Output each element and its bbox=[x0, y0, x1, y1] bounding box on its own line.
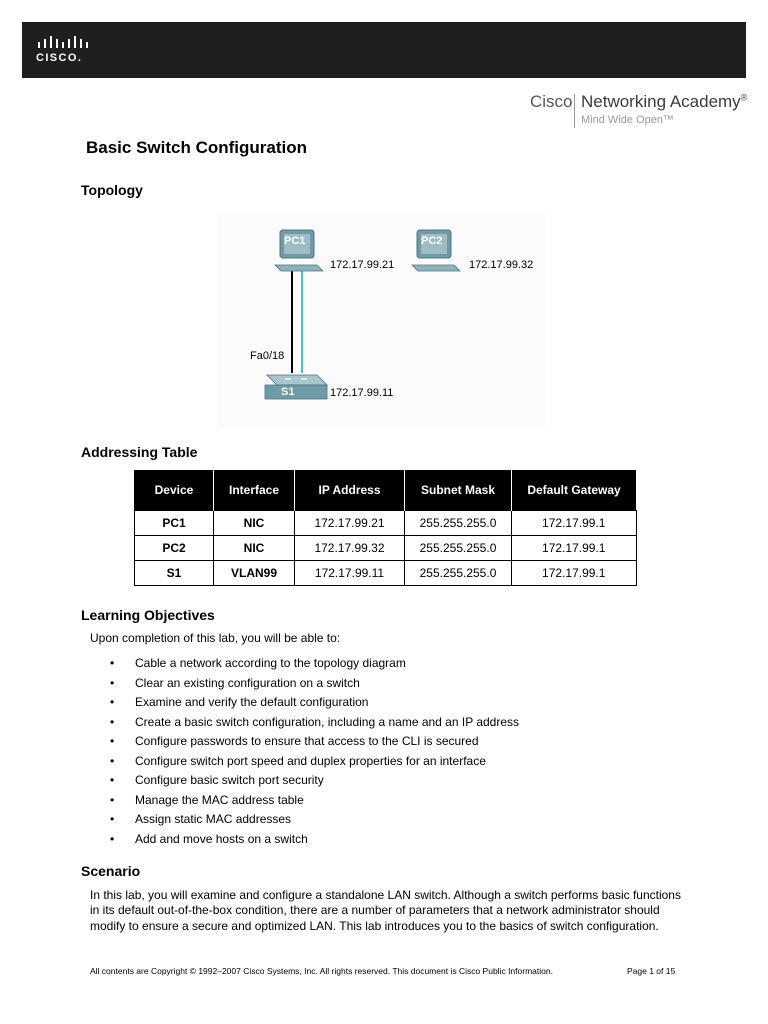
objectives-list bbox=[110, 654, 519, 849]
bullet-icon: • bbox=[110, 831, 115, 846]
table-row bbox=[135, 561, 637, 586]
column-header: Interface bbox=[214, 470, 295, 511]
list-item bbox=[110, 752, 519, 772]
brand-tagline: Mind Wide Open™ bbox=[581, 114, 674, 126]
brand-divider bbox=[574, 94, 575, 128]
table-cell: 255.255.255.0 bbox=[405, 561, 512, 586]
bullet-icon: • bbox=[110, 812, 115, 826]
header-bar bbox=[22, 22, 746, 78]
table-cell: 255.255.255.0 bbox=[405, 511, 512, 536]
table-cell: 172.17.99.21 bbox=[295, 511, 405, 536]
scenario-heading: Scenario bbox=[81, 863, 141, 879]
list-item bbox=[110, 674, 519, 694]
table-cell: S1 bbox=[135, 561, 214, 586]
table-cell: NIC bbox=[214, 536, 295, 561]
bullet-icon: • bbox=[110, 675, 115, 690]
list-item-text: Configure passwords to ensure that access to the CLI is secured bbox=[135, 734, 479, 748]
switch-s1-icon bbox=[265, 375, 327, 399]
table-cell: 172.17.99.1 bbox=[512, 536, 637, 561]
list-item bbox=[110, 810, 519, 830]
list-item-text: Assign static MAC addresses bbox=[135, 812, 292, 826]
addressing-table bbox=[134, 470, 637, 586]
column-header: IP Address bbox=[295, 470, 405, 511]
bullet-icon: • bbox=[110, 656, 115, 670]
list-item bbox=[110, 713, 519, 733]
brand-academy-text: Networking Academy bbox=[581, 92, 741, 111]
cisco-wordmark: CISCO. bbox=[36, 52, 83, 64]
table-cell: 172.17.99.1 bbox=[512, 511, 637, 536]
topology-diagram bbox=[217, 213, 545, 428]
table-row bbox=[135, 511, 637, 536]
objectives-intro: Upon completion of this lab, you will be able to: bbox=[90, 631, 341, 645]
table-cell: 255.255.255.0 bbox=[405, 536, 512, 561]
bullet-icon: • bbox=[110, 792, 115, 807]
academy-brand bbox=[530, 92, 746, 132]
pc1-ip: 172.17.99.21 bbox=[330, 259, 395, 271]
brand-cisco: Cisco bbox=[530, 92, 573, 111]
table-header-row bbox=[135, 470, 637, 511]
brand-networking-academy bbox=[581, 92, 747, 112]
table-cell: NIC bbox=[214, 511, 295, 536]
topology-heading: Topology bbox=[81, 182, 143, 198]
bullet-icon: • bbox=[110, 753, 115, 768]
table-cell: VLAN99 bbox=[214, 561, 295, 586]
list-item-text: Clear an existing configuration on a switch bbox=[135, 675, 360, 690]
pc1-label: PC1 bbox=[284, 235, 306, 247]
column-header: Subnet Mask bbox=[405, 470, 512, 511]
bullet-icon: • bbox=[110, 714, 115, 729]
table-cell: PC2 bbox=[135, 536, 214, 561]
pc2-ip: 172.17.99.32 bbox=[469, 259, 534, 271]
list-item-text: Configure switch port speed and duplex properties for an interface bbox=[135, 753, 486, 768]
list-item-text: Cable a network according to the topology diagram bbox=[135, 656, 406, 670]
list-item-text: Examine and verify the default configuration bbox=[135, 695, 369, 709]
switch-ip: 172.17.99.11 bbox=[330, 387, 394, 399]
objectives-heading: Learning Objectives bbox=[81, 607, 215, 623]
bullet-icon: • bbox=[110, 695, 115, 709]
cisco-logo bbox=[36, 36, 96, 66]
page-number: Page 1 of 15 bbox=[627, 966, 676, 976]
cisco-bars-icon bbox=[36, 36, 96, 50]
list-item bbox=[110, 791, 519, 811]
document-title: Basic Switch Configuration bbox=[86, 138, 308, 157]
list-item bbox=[110, 732, 519, 752]
list-item-text: Create a basic switch configuration, including a name and an IP address bbox=[135, 714, 520, 729]
list-item bbox=[110, 654, 519, 674]
column-header: Default Gateway bbox=[512, 470, 637, 511]
table-cell: PC1 bbox=[135, 511, 214, 536]
column-header: Device bbox=[135, 470, 214, 511]
list-item-text: Manage the MAC address table bbox=[135, 792, 304, 807]
scenario-text: In this lab, you will examine and configure a standalone LAN switch. Although a switch performs basic functions in its default out-of-the-box condition, there are a number of parameters that a network administrator should modify to ensure a secure and optimized LAN. This lab introduces you to the basics of switch configuration. bbox=[90, 888, 681, 933]
list-item bbox=[110, 830, 519, 850]
table-cell: 172.17.99.32 bbox=[295, 536, 405, 561]
list-item bbox=[110, 771, 519, 791]
list-item bbox=[110, 693, 519, 713]
table-row bbox=[135, 536, 637, 561]
footer-copyright: All contents are Copyright © 1992–2007 Cisco Systems, Inc. All rights reserved. This document is Cisco Public Information. bbox=[90, 966, 553, 976]
table-cell: 172.17.99.11 bbox=[295, 561, 405, 586]
registered-mark: ® bbox=[740, 92, 748, 103]
port-label: Fa0/18 bbox=[250, 350, 285, 362]
list-item-text: Add and move hosts on a switch bbox=[135, 831, 308, 846]
pc2-label: PC2 bbox=[421, 235, 443, 247]
bullet-icon: • bbox=[110, 734, 115, 748]
list-item-text: Configure basic switch port security bbox=[135, 773, 324, 787]
bullet-icon: • bbox=[110, 773, 115, 787]
addressing-heading: Addressing Table bbox=[81, 444, 198, 460]
switch-label: S1 bbox=[281, 386, 295, 398]
table-cell: 172.17.99.1 bbox=[512, 561, 637, 586]
